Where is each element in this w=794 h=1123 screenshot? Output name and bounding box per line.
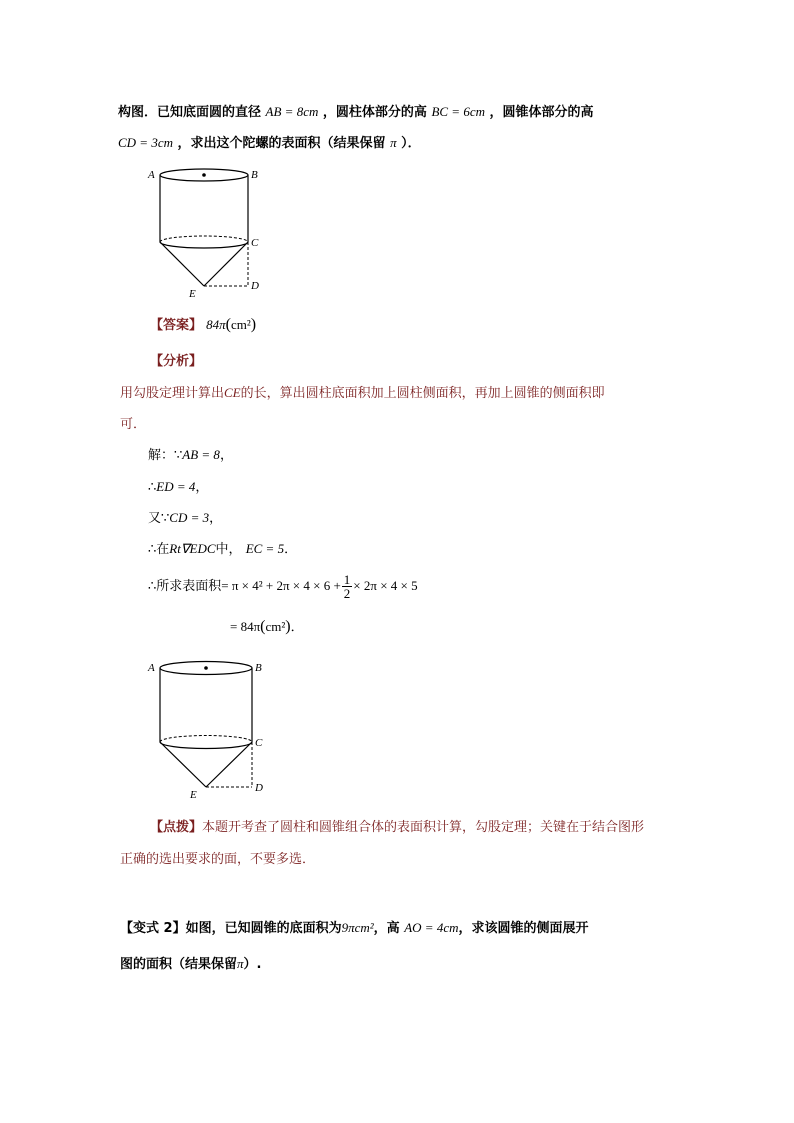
problem-line-2 <box>118 134 421 153</box>
result-expression: = 84π <box>230 619 261 634</box>
triangle-symbol: Rt∇EDC <box>169 541 216 556</box>
variant-line-2 <box>120 955 261 974</box>
answer-line: 【答案】 84π(cm²) <box>150 316 257 333</box>
variant-line-1 <box>120 919 589 938</box>
comment-line-2: 正确的选出要求的面，不要多选． <box>120 852 316 867</box>
problem-text: ，求出这个陀螺的表面积（结果保留 <box>177 136 386 151</box>
cone-left-edge <box>160 242 204 286</box>
spinning-top-figure-1 <box>148 163 268 298</box>
comment-tag: 【点拨】 <box>150 820 203 835</box>
spinning-top-figure-2 <box>148 656 268 801</box>
label-e: E <box>190 789 197 801</box>
answer-value: 84π <box>206 317 226 332</box>
label-a: A <box>148 169 155 181</box>
bottom-ellipse-front <box>160 742 252 749</box>
analysis-text: 用勾股定理计算出 <box>120 386 225 401</box>
step-expression: ED = 4 <box>156 479 196 494</box>
step-suffix: ， <box>195 480 209 495</box>
variant-text: ，高 <box>373 921 400 936</box>
comment-text: 本题开考查了圆柱和圆锥组合体的表面积计算，勾股定理；关键在于结合图形 <box>202 820 645 835</box>
step-prefix: ∴所求表面积 <box>148 579 222 594</box>
label-c: C <box>251 237 259 249</box>
surface-area-expression: = π × 4² + 2π × 4 × 6 + <box>221 578 341 593</box>
problem-line-1 <box>118 103 594 122</box>
step-prefix: ∴ <box>148 480 157 495</box>
label-d: D <box>251 280 259 292</box>
surface-area-expression: × 2π × 4 × 5 <box>353 578 418 593</box>
height-expression: AO = 4cm <box>404 920 459 935</box>
pi-symbol: π <box>237 956 244 971</box>
problem-text: 构图．已知底面圆的直径 <box>118 105 262 120</box>
problem-text: ）． <box>401 136 421 151</box>
analysis-text: 的长，算出圆柱底面积加上圆柱侧面积，再加上圆锥的侧面积即 <box>240 386 605 401</box>
variant-text: ）. <box>243 957 262 972</box>
center-dot <box>202 173 206 177</box>
variant-text: ，求该圆锥的侧面展开 <box>458 921 589 936</box>
step-suffix: ， <box>209 511 223 526</box>
solution-step-1 <box>148 446 233 465</box>
cone-right-edge <box>204 242 248 286</box>
label-e: E <box>189 288 196 300</box>
analysis-tag: 【分析】 <box>150 354 203 369</box>
step-suffix: ， <box>219 448 233 463</box>
solution-step-4 <box>148 540 297 559</box>
analysis-line-2: 可． <box>120 417 147 432</box>
step-expression: CD = 3 <box>169 510 210 525</box>
step-expression: AB = 8 <box>182 447 220 462</box>
label-c: C <box>255 737 263 749</box>
step-suffix: ． <box>284 542 298 557</box>
result-unit: cm² <box>265 619 286 634</box>
step-expression: EC = 5 <box>245 541 285 556</box>
label-d: D <box>255 782 263 794</box>
variant-text: 图的面积（结果保留 <box>120 957 238 972</box>
center-dot <box>204 666 208 670</box>
solution-step-2 <box>148 478 208 497</box>
step-prefix: 又∵ <box>148 511 170 526</box>
bottom-ellipse-front <box>160 242 248 248</box>
bottom-ellipse-back <box>160 236 248 242</box>
fraction-numerator: 1 <box>343 572 351 587</box>
step-prefix: 解：∵ <box>148 448 183 463</box>
bc-expression: BC = 6cm <box>431 104 485 119</box>
problem-text: ，圆锥体部分的高 <box>489 105 594 120</box>
label-a: A <box>148 662 155 674</box>
fraction-one-half <box>342 573 353 600</box>
ab-expression: AB = 8cm <box>265 104 319 119</box>
ce-symbol: CE <box>224 385 241 400</box>
answer-unit: cm² <box>231 317 251 332</box>
answer-tag: 【答案】 <box>150 318 203 333</box>
step-text: 中， <box>215 542 242 557</box>
cd-expression: CD = 3cm <box>118 135 173 150</box>
label-b: B <box>255 662 262 674</box>
problem-text: ，圆柱体部分的高 <box>322 105 427 120</box>
step-suffix: ． <box>290 620 304 635</box>
label-b: B <box>251 169 258 181</box>
variant-tag: 【变式 2】 <box>120 921 186 936</box>
solution-step-6: = 84π(cm²)． <box>230 618 304 635</box>
analysis-line-1 <box>120 384 605 403</box>
solution-step-5 <box>148 573 418 600</box>
fraction-denominator: 2 <box>343 586 351 601</box>
variant-text: 如图，已知圆锥的底面积为 <box>185 921 342 936</box>
comment-line-1 <box>150 819 644 837</box>
solution-step-3 <box>148 509 222 528</box>
step-prefix: ∴在 <box>148 542 170 557</box>
bottom-ellipse-back <box>160 736 252 743</box>
base-area-expression: 9πcm² <box>341 920 374 935</box>
pi-symbol: π <box>390 135 397 150</box>
